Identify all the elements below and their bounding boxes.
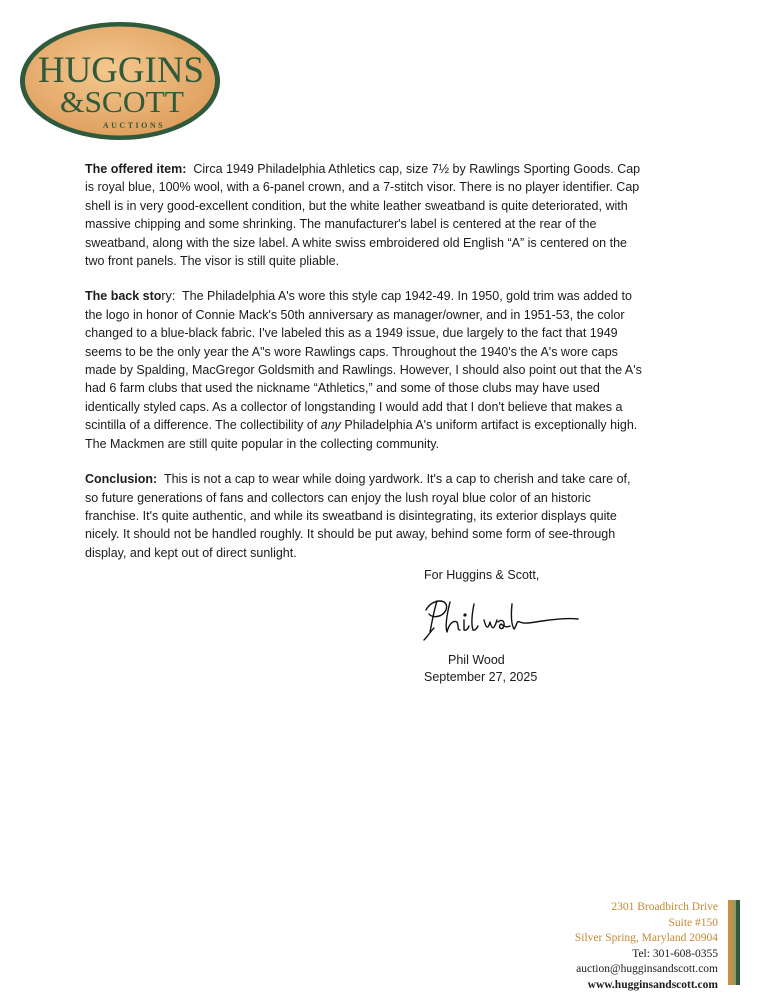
address-block — [575, 900, 718, 993]
huggins-scott-logo — [18, 20, 222, 142]
decorative-color-bar — [728, 900, 740, 985]
paragraph-offered-item — [85, 160, 645, 270]
address-email[interactable]: auction@hugginsandscott.com — [576, 963, 718, 975]
paragraph-back-story — [85, 287, 645, 453]
paragraph-heading: The offered item: — [85, 162, 187, 176]
address-suite: Suite #150 — [668, 916, 718, 929]
paragraph-text: The Philadelphia A's wore this style cap 1942-49. In 1950, gold trim was added to the logo in honor of Connie Mack's 50th anniversary as manager/owner, and in 1951-53, the color changed to a blue-black fabric. I've labeled this as a 1949 issue, due largely to the fact that 1949 seems to be the only year the A"s wore Rawlings caps. Throughout the 1940's the A's wore caps made by Spalding, MacGregor Goldsmith and Rawlings. However, I should also point out that the A's had 6 farm clubs that used the nickname “Athletics,” and some of those clubs may have used identically styled caps. As a collector of longstanding I would add that I don't believe that makes a scintilla of a difference. The collectibility of — [85, 289, 642, 433]
emphasis-text: any — [320, 418, 341, 433]
paragraph-heading: Conclusion: — [85, 472, 158, 487]
address-website[interactable]: www.hugginsandscott.com — [587, 978, 718, 991]
paragraph-heading: The back sto — [85, 289, 162, 304]
logo-auctions: AUCTIONS — [102, 121, 166, 130]
logo-scott: &SCOTT — [60, 84, 185, 119]
paragraph-heading-tail: ry: — [161, 289, 176, 304]
signer-block — [424, 652, 540, 686]
signer-name: Phil Wood — [448, 653, 505, 667]
logo-huggins: HUGGINS — [38, 50, 204, 91]
paragraph-text: This is not a cap to wear while doing yardwork. It's a cap to cherish and take care of, so future generations of fans and collectors can enjoy the lush royal blue color of an historic franchise. It's quite authentic, and while its sweatband is disintegrating, its exterior displays quite nicely. It should not be handled roughly. It should be put away, behind some form of see-through display, and kept out of direct sunlight. — [85, 472, 631, 560]
signature-date: September 27, 2025 — [424, 670, 538, 684]
letter-body — [85, 160, 645, 579]
paragraph-text: Circa 1949 Philadelphia Athletics cap, size 7½ by Rawlings Sporting Goods. Cap is royal blue, 100% wool, with a 6-panel crown, and a 7-stitch visor. There is no player identifier. Cap shell is in very good-excellent condition, but the white leather sweatband is quite deteriorated, with massive chipping and some shrinking. The manufacturer's label is centered at the rear of the sweatband, along with the size label. A white swiss embroidered old English “A” is centered on the two front panels. The visor is still quite pliable. — [85, 162, 641, 269]
address-phone: Tel: 301-608-0355 — [632, 947, 718, 960]
paragraph-conclusion — [85, 470, 645, 562]
address-city: Silver Spring, Maryland 20904 — [574, 932, 718, 944]
paragraph-text: Philadelphia A's uniform artifact is exceptionally high. The Mackmen are still quite popular in the collecting community. — [85, 418, 638, 451]
handwritten-signature — [420, 596, 582, 644]
address-street: 2301 Broadbirch Drive — [611, 901, 718, 913]
closing-line: For Huggins & Scott, — [424, 568, 540, 582]
